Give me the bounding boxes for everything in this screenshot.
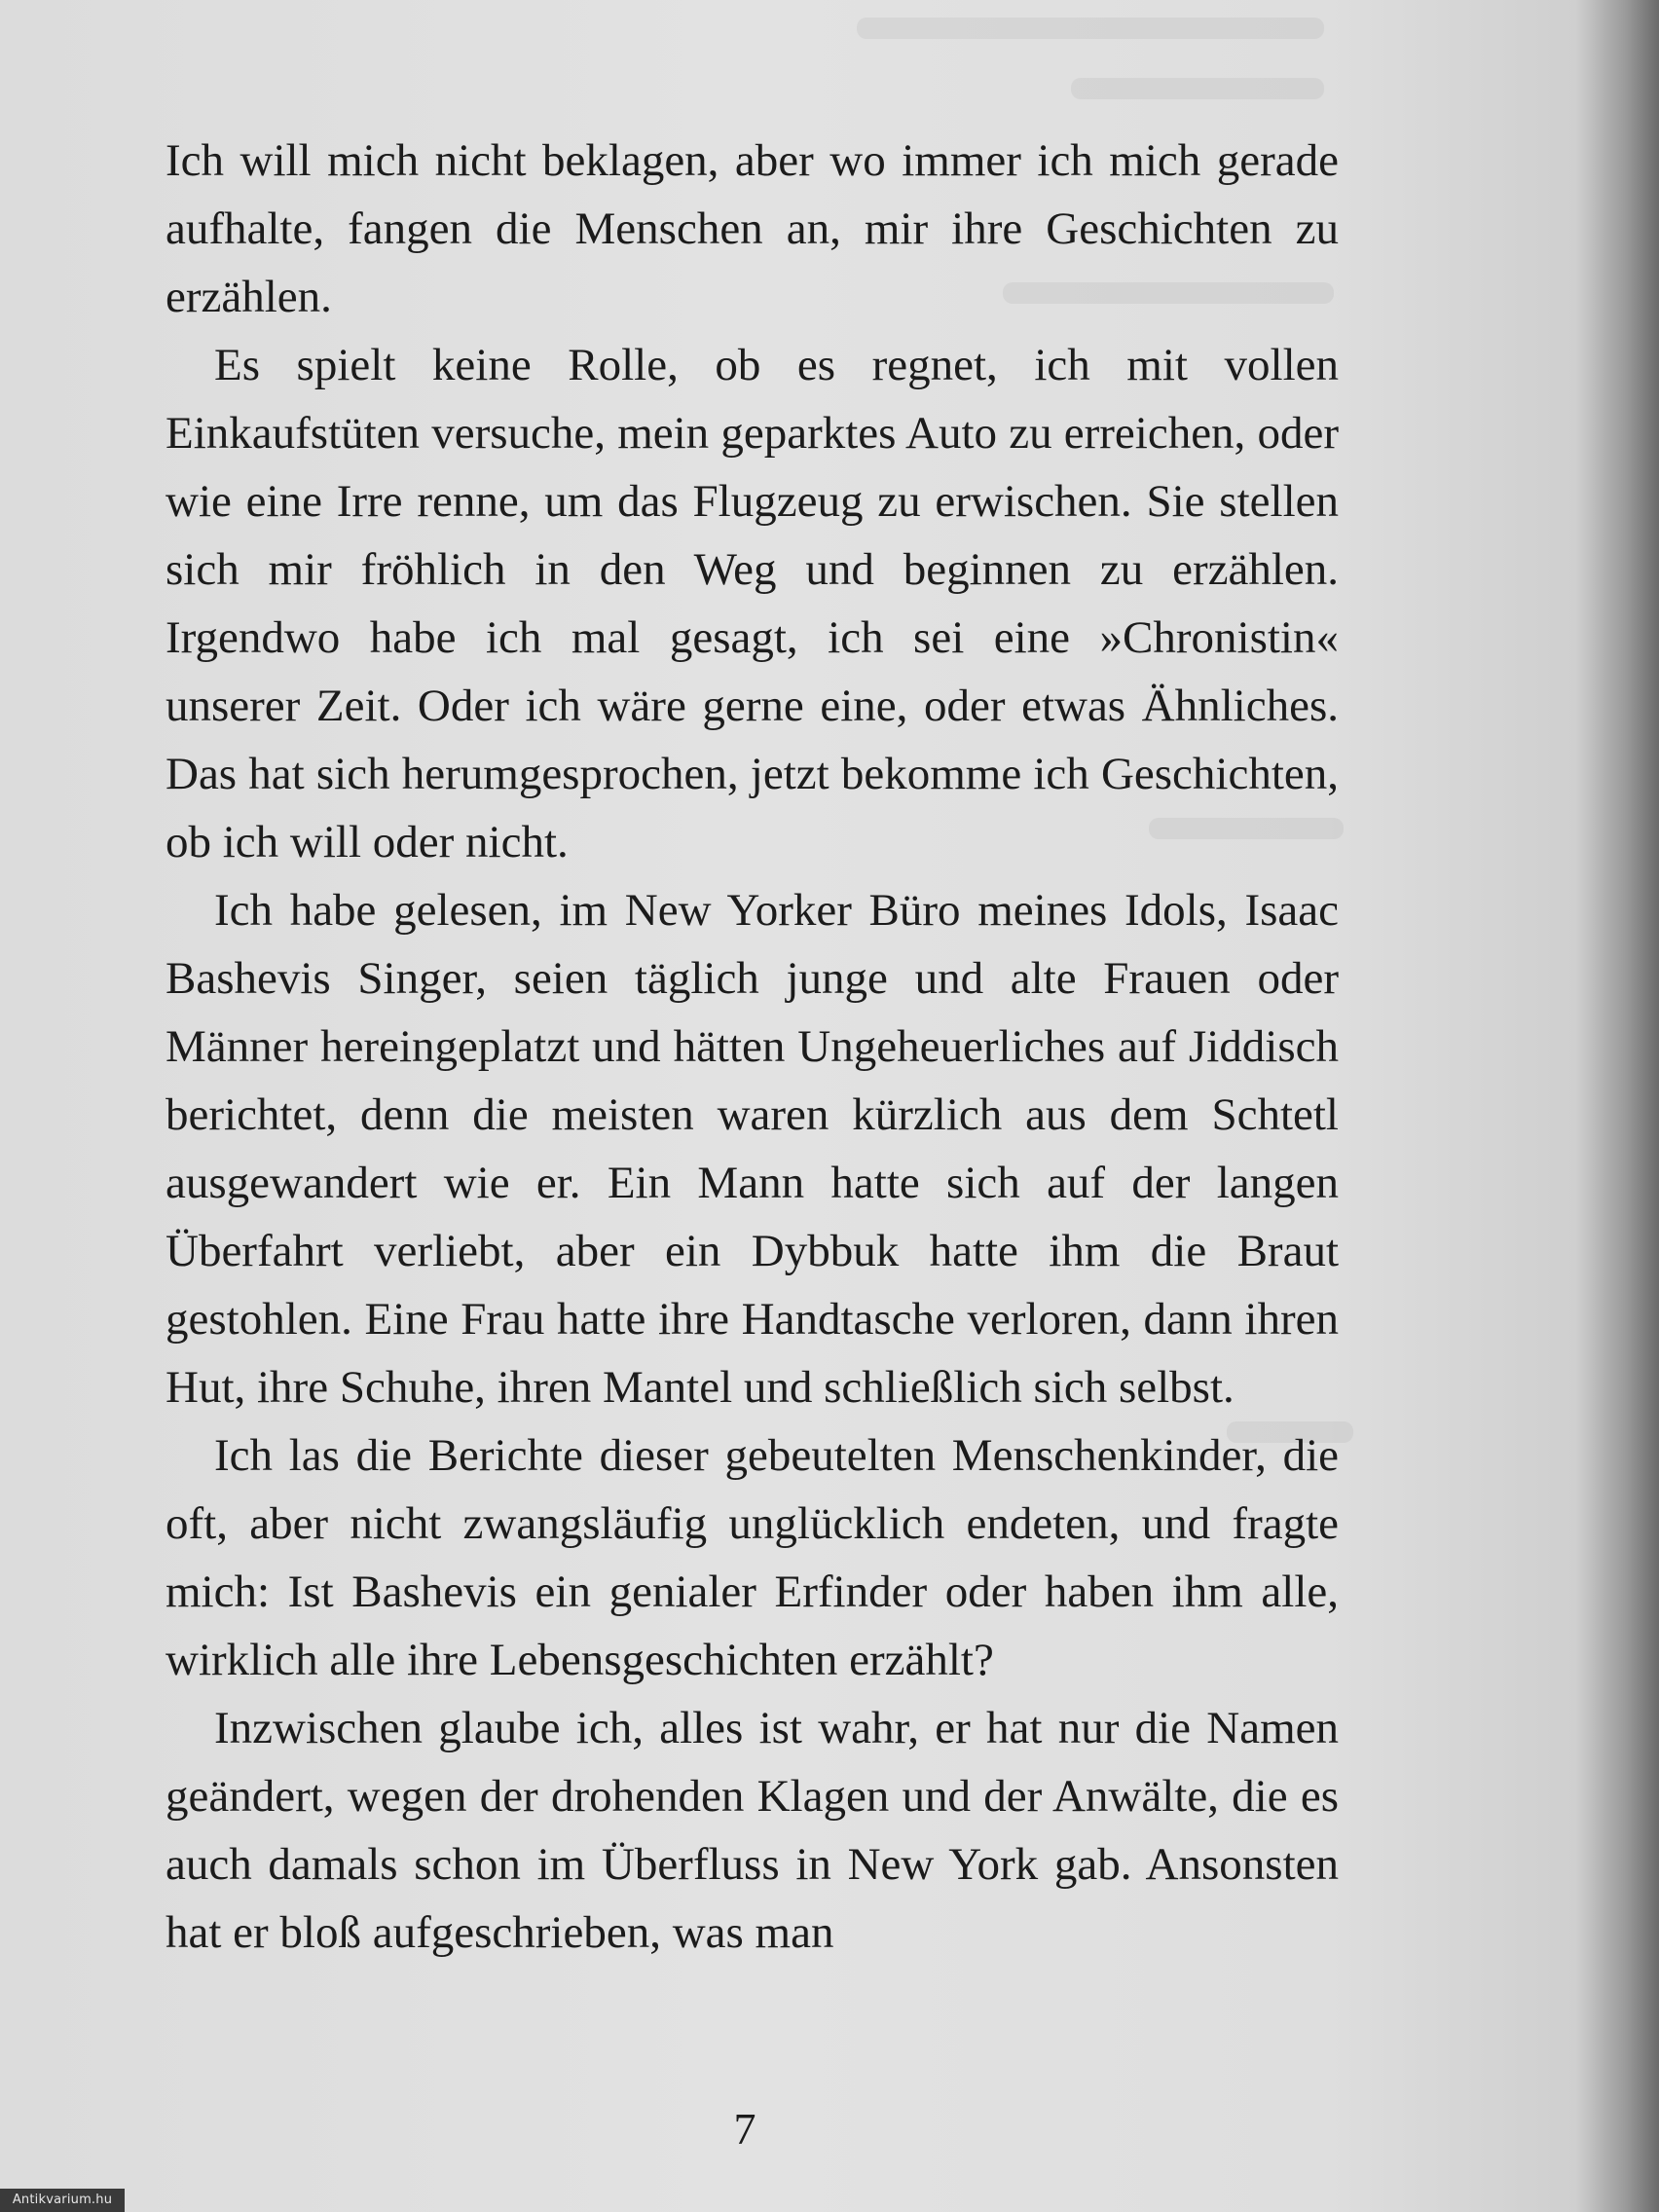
bleed-line: [857, 18, 1324, 39]
paragraph: Ich habe gelesen, im New Yorker Büro meines Idols, Isaac Bashevis Singer, seien täglich junge und alte Frauen oder Männer hereingeplatzt und hätten Ungeheuerliches auf Jiddisch berichtet, denn die meisten waren kürzlich aus dem Schtetl ausgewandert wie er. Ein Mann hatte sich auf der langen Überfahrt verliebt, aber ein Dybbuk hatte ihm die Braut gestohlen. Eine Frau hatte ihre Handtasche verloren, dann ihren Hut, ihre Schuhe, ihren Mantel und schließlich sich selbst.: [166, 885, 1339, 1413]
paragraph: Inzwischen glaube ich, alles ist wahr, er hat nur die Namen geändert, wegen der drohenden Klagen und der Anwälte, die es auch damals schon im Überfluss in New York gab. Ansonsten hat er bloß aufgeschrieben, was man: [166, 1703, 1339, 1958]
watermark: Antikvarium.hu: [0, 2189, 125, 2212]
page-number: 7: [733, 2104, 756, 2154]
paragraph: Ich will mich nicht beklagen, aber wo immer ich mich gerade aufhalte, fangen die Menschen an, mir ihre Geschichten zu erzählen.: [166, 135, 1339, 322]
paragraph: Es spielt keine Rolle, ob es regnet, ich mit vollen Einkaufstüten versuche, mein geparktes Auto zu erreichen, oder wie eine Irre renne, um das Flugzeug zu erwischen. Sie stellen sich mir fröhlich in den Weg und beginnen zu erzählen. Irgendwo habe ich mal gesagt, ich sei eine »Chronistin« unserer Zeit. Oder ich wäre gerne eine, oder etwas Ähnliches. Das hat sich herumgesprochen, jetzt bekomme ich Geschichten, ob ich will oder nicht.: [166, 340, 1339, 867]
bleed-line: [1071, 78, 1324, 99]
paragraph: Ich las die Berichte dieser gebeutelten Menschenkinder, die oft, aber nicht zwangsläufig unglücklich endeten, und fragte mich: Ist Bashevis ein genialer Erfinder oder haben ihm alle, wirklich alle ihre Lebensgeschichten erzählt?: [166, 1430, 1339, 1685]
body-text: [166, 127, 1339, 1967]
